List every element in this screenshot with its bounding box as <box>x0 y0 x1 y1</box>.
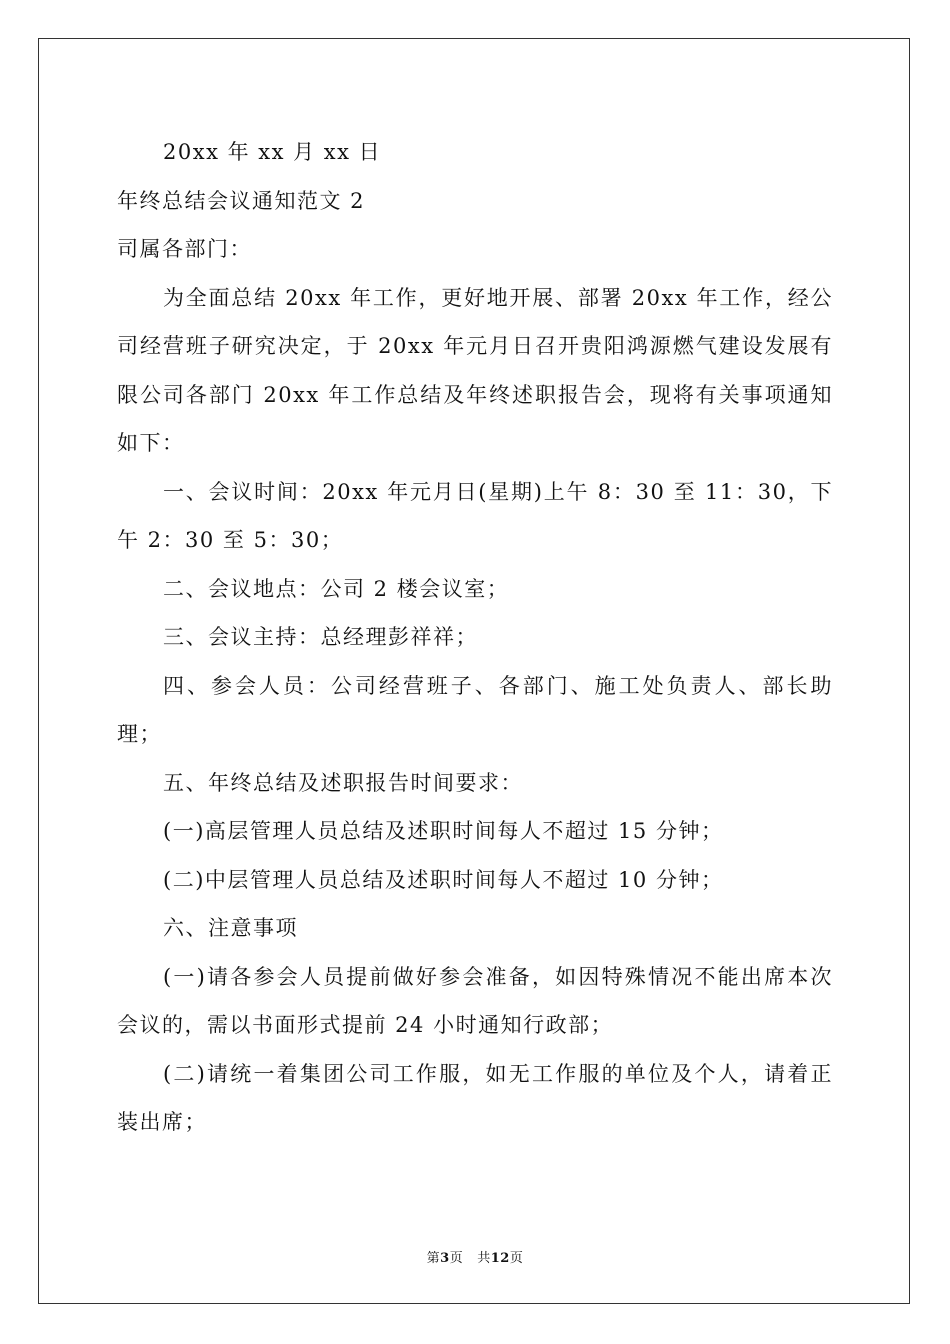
page-suffix: 页 <box>449 1251 464 1266</box>
note-dress-code: (二)请统一着集团公司工作服，如无工作服的单位及个人，请着正装出席； <box>117 1061 833 1134</box>
note-preparation: (一)请各参会人员提前做好参会准备，如因特殊情况不能出席本次会议的，需以书面形式提前 24 小时通知行政部； <box>117 964 833 1037</box>
page-number: 3 <box>440 1251 450 1266</box>
page-prefix: 第 <box>426 1251 441 1266</box>
total-suffix: 页 <box>509 1251 524 1266</box>
meeting-host-item: 三、会议主持：总经理彭祥祥； <box>163 625 478 649</box>
notes-heading: 六、注意事项 <box>163 916 298 940</box>
document-body <box>117 128 833 1147</box>
total-prefix: 共 <box>477 1251 491 1266</box>
salutation: 司属各部门： <box>117 237 252 261</box>
date-line: 20xx 年 xx 月 xx 日 <box>163 140 382 164</box>
senior-management-time: (一)高层管理人员总结及述职时间每人不超过 15 分钟； <box>163 819 724 843</box>
intro-paragraph: 为全面总结 20xx 年工作，更好地开展、部署 20xx 年工作，经公司经营班子研究决定，于 20xx 年元月日召开贵阳鸿源燃气建设发展有限公司各部门 20xx 年工作总结及年终述职报告会，现将有关事项通知如下： <box>117 285 833 455</box>
attendees-item: 四、参会人员：公司经营班子、各部门、施工处负责人、部长助理； <box>117 673 833 746</box>
page-footer <box>0 1247 950 1266</box>
time-requirements-heading: 五、年终总结及述职报告时间要求： <box>163 770 523 795</box>
meeting-time-item: 一、会议时间：20xx 年元月日(星期)上午 8：30 至 11：30，下午 2：30 至 5：30； <box>117 479 833 552</box>
meeting-location-item: 二、会议地点：公司 2 楼会议室； <box>163 576 510 601</box>
document-title: 年终总结会议通知范文 2 <box>117 188 366 213</box>
total-pages: 12 <box>490 1251 510 1266</box>
middle-management-time: (二)中层管理人员总结及述职时间每人不超过 10 分钟； <box>163 867 724 892</box>
